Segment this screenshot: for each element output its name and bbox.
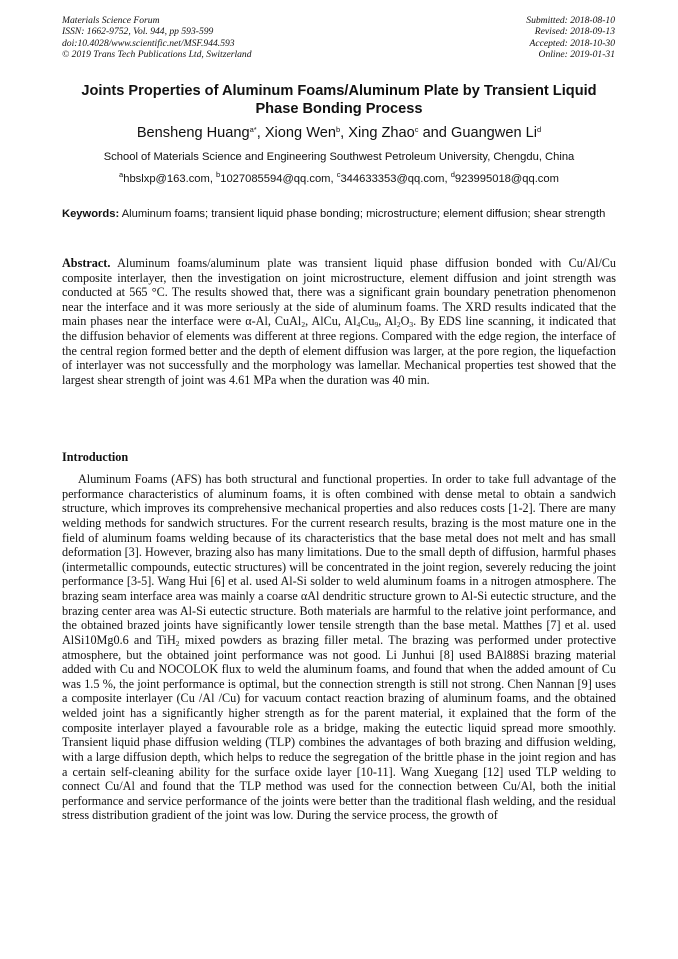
abstract-text: . By EDS line scanning, it indicated that the diffusion behavior of elements was different at three regions. Compared with the edge region, the interface of the central region formed better and the depth of element diffusion was larger, at the pore region, the liquefaction of interlayer was not successfully and the morphology was lamellar. Mechanical properties test showed that the largest shear strength of joint was 4.61 MPa when the duration was 40 min. bbox=[62, 314, 616, 387]
subscript: 2 bbox=[301, 320, 306, 330]
abstract-text: O bbox=[400, 314, 410, 329]
email-mark: d bbox=[450, 170, 455, 179]
copyright-line: © 2019 Trans Tech Publications Ltd, Switzerland bbox=[62, 49, 252, 61]
author-affiliation-mark: c bbox=[414, 125, 419, 134]
subscript: 9 bbox=[374, 320, 379, 330]
email-mark: b bbox=[216, 170, 221, 179]
email-separator: , bbox=[444, 173, 451, 185]
paper-title: Joints Properties of Aluminum Foams/Aluminum Plate by Transient Liquid Phase Bonding Process bbox=[81, 83, 597, 117]
author-name: Xiong Wen bbox=[264, 125, 336, 141]
submitted-date: Submitted: 2018-08-10 bbox=[526, 15, 615, 26]
keywords-text: Aluminum foams; transient liquid phase bonding; microstructure; element diffusion; shear strength bbox=[119, 208, 606, 220]
author-affiliation-mark: d bbox=[537, 125, 542, 134]
abstract-label: Abstract. bbox=[62, 256, 111, 270]
email-list bbox=[62, 172, 616, 186]
author-separator: , bbox=[340, 125, 349, 141]
journal-header-left bbox=[62, 15, 252, 61]
author-name: Guangwen Li bbox=[450, 125, 537, 141]
introduction-text: Aluminum Foams (AFS) has both structural and functional properties. In order to take full advantage of the performance characteristics of aluminum foams, it is often combined with dense metal to obtain a sandwich structure, which improves its comprehensive mechanical properties and also reduces costs [1-2]. There are many welding methods for sandwich structures. For the current research results, brazing is the most mature one in the field of aluminum foams welding because of its characteristics that the base metal does not melt and has small deformation [3]. However, brazing also has many limitations. Due to the small depth of diffusion, harmful phases (intermetallic compounds, eutectic structures) will be concentrated in the joint region, severely reducing the joint performance [3-5]. Wang Hui [6] et al. used Al-Si solder to weld aluminum foams in a nitrogen atmosphere. The brazing seam interface area was mainly a coarse αAl dendritic structure grown to Al-Si eutectic structure, and the brazing center area was Al-Si eutectic structure. Both materials are harmful to the relative joint performance, and the obtained brazed joints have significantly lower tensile strength than the base metal. Matthes [7] et al. used AlSi10Mg0.6 and TiH bbox=[62, 472, 616, 647]
affiliation: School of Materials Science and Engineering Southwest Petroleum University, Chengdu, China bbox=[103, 151, 575, 163]
abstract-text: , Al bbox=[378, 314, 397, 329]
accepted-date: Accepted: 2018-10-30 bbox=[529, 37, 615, 49]
keywords-label: Keywords: bbox=[62, 208, 120, 220]
introduction-text: mixed powders as brazing filler metal. The brazing was performed under protective atmosphere, but the obtained joint performance was not good. Li Junhui [8] used BAl88Si brazing material added with Cu and NOCOLOK flux to weld the aluminum foams, and found that when the added amount of Cu was 1.5 %, the joint performance is optimal, but the connection strength is still not strong. Chen Nannan [9] uses a composite interlayer (Cu /Al /Cu) for vacuum contact reaction brazing of aluminum foams, and the obtained welded joint has a significantly higher strength as for the parent material, it explained that the form of the composite interlayer played a favourable role as a bridge, making the eutectic liquid spread more smoothly. Transient liquid phase diffusion welding (TLP) combines the advantages of both brazing and diffusion welding, with a large diffusion depth, which helps to reduce the segregation of the brittle phase in the joint region and has a certain self-cleaning ability for the surface oxide layer [10-11]. Wang Xuegang [12] used TLP welding to connect Cu/Al and found that the TLP method was used for the connection between Cu/Al, both the initial performance and service performance of the joints were better than the traditional flash welding, and the residual stress distribution gradient of the joint was low. During the service process, the growth of bbox=[62, 632, 616, 823]
doi-line[interactable]: doi:10.4028/www.scientific.net/MSF.944.593 bbox=[62, 37, 235, 49]
introduction-paragraph bbox=[62, 472, 616, 823]
issn-line: ISSN: 1662-9752, Vol. 944, pp 593-599 bbox=[62, 26, 214, 38]
author-list bbox=[62, 124, 616, 142]
abstract-text: Aluminum foams/aluminum plate was transient liquid phase diffusion bonded with Cu/Al/Cu composite interlayer, then the investigation on joint microstructure, element diffusion and joint strength was conducted at 565 °C. The results showed that, there was a significant grain boundary penetration phenomenon near the interface and it was more seriously at the side of aluminum foams. The XRD results indicated that the main phases near the interface were α-Al, CuAl bbox=[62, 256, 616, 329]
email-separator: , bbox=[330, 173, 337, 185]
email-mark: a bbox=[119, 170, 124, 179]
email-address[interactable]: 923995018@qq.com bbox=[454, 173, 559, 185]
email-separator: , bbox=[209, 173, 217, 185]
author-affiliation-mark: a* bbox=[249, 125, 257, 134]
author-affiliation-mark: b bbox=[335, 125, 341, 134]
subscript: 3 bbox=[409, 320, 414, 330]
subscript: 4 bbox=[356, 320, 361, 330]
keywords-block bbox=[62, 207, 616, 222]
abstract-text: Cu bbox=[360, 314, 375, 329]
author-name: Bensheng Huang bbox=[136, 125, 250, 141]
revised-date: Revised: 2018-09-13 bbox=[534, 26, 615, 38]
journal-name: Materials Science Forum bbox=[62, 15, 160, 26]
email-address[interactable]: 344633353@qq.com bbox=[340, 173, 445, 185]
email-address[interactable]: 1027085594@qq.com bbox=[220, 173, 331, 185]
subscript: 2 bbox=[396, 320, 401, 330]
author-separator: and bbox=[418, 125, 451, 141]
abstract-text: , AlCu, Al bbox=[305, 314, 357, 329]
abstract-block bbox=[62, 256, 616, 387]
email-mark: c bbox=[336, 170, 341, 179]
journal-header-right bbox=[526, 15, 615, 61]
online-date: Online: 2019-01-31 bbox=[538, 49, 615, 61]
email-address[interactable]: hbslxp@163.com bbox=[123, 173, 210, 185]
introduction-heading: Introduction bbox=[62, 450, 129, 464]
author-name: Xing Zhao bbox=[348, 125, 415, 141]
author-separator: , bbox=[256, 125, 265, 141]
subscript: 2 bbox=[175, 638, 180, 648]
